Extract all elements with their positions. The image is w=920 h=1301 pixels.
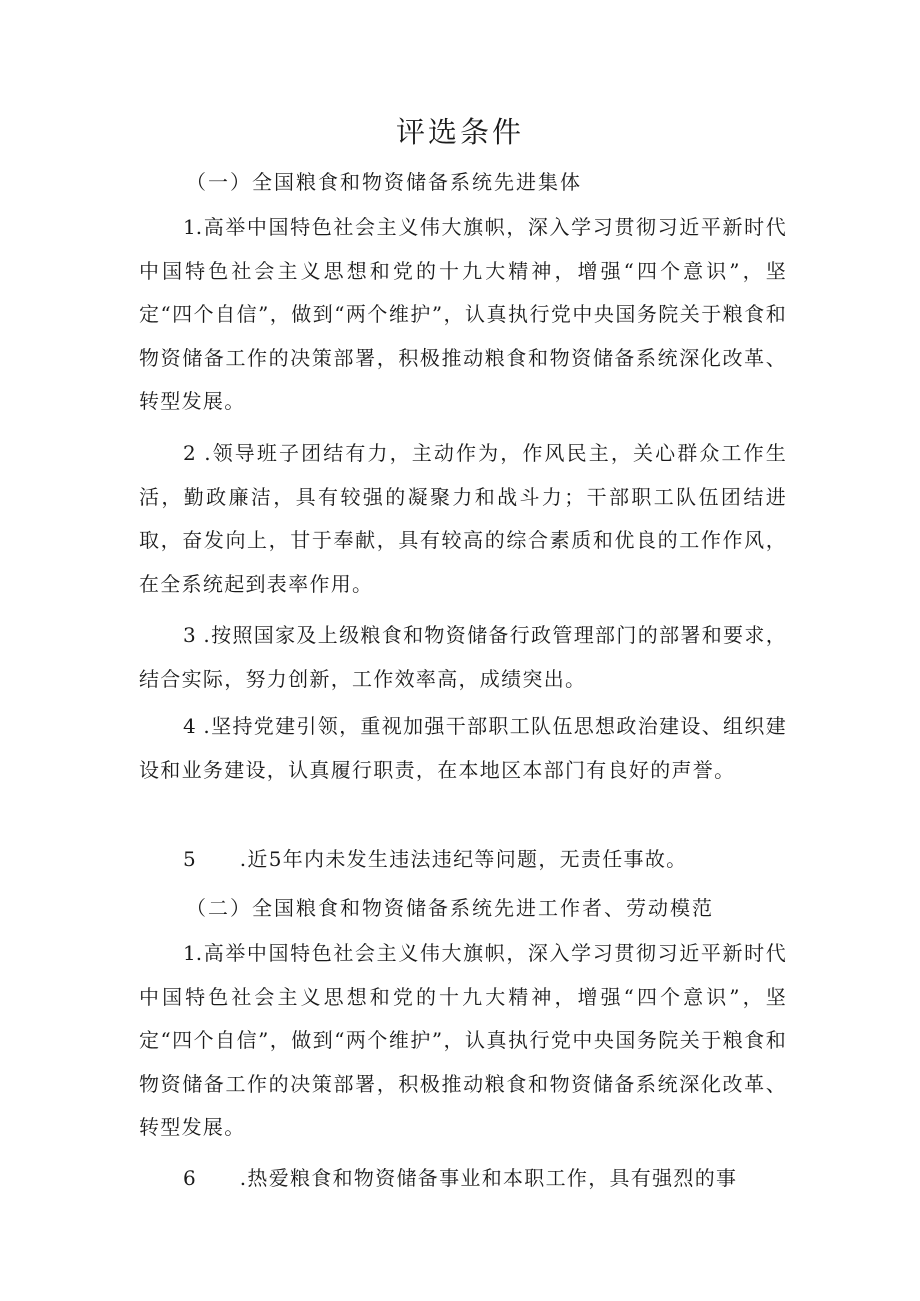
paragraph-number: 2: [183, 441, 196, 465]
paragraph-number: 1: [183, 941, 196, 965]
paragraph-number: 5: [183, 847, 196, 871]
paragraph-text: .坚持党建引领，重视加强干部职工队伍思想政治建设、组织建设和业务建设，认真履行职责，在本地区本部门有良好的声誉。: [139, 714, 787, 782]
paragraph-1-3: [139, 614, 787, 701]
paragraph-number: 6: [183, 1166, 196, 1190]
paragraph-text: .领导班子团结有力，主动作为，作风民主，关心群众工作生活，勤政廉洁，具有较强的凝聚力和战斗力；干部职工队伍团结进取，奋发向上，甘于奉献，具有较高的综合素质和优良的工作作风，在全系统起到表率作用。: [139, 441, 787, 596]
paragraph-1-4: [139, 705, 787, 792]
paragraph-number: 1: [183, 215, 196, 239]
paragraph-number: 4: [183, 714, 196, 738]
paragraph-1-5: [139, 838, 787, 882]
paragraph-text: .近5年内未发生违法违纪等问题，无责任事故。: [239, 847, 688, 871]
paragraph-1-2: [139, 432, 787, 606]
paragraph-2-2: [139, 1157, 787, 1201]
paragraph-text: .高举中国特色社会主义伟大旗帜，深入学习贯彻习近平新时代中国特色社会主义思想和党的十九大精神，增强“四个意识”，坚定“四个自信”，做到“两个维护”，认真执行党中央国务院关于粮食和物资储备工作的决策部署，积极推动粮食和物资储备系统深化改革、转型发展。: [139, 215, 787, 414]
paragraph-text: .高举中国特色社会主义伟大旗帜，深入学习贯彻习近平新时代中国特色社会主义思想和党的十九大精神，增强“四个意识”，坚定“四个自信”，做到“两个维护”，认真执行党中央国务院关于粮食和物资储备工作的决策部署，积极推动粮食和物资储备系统深化改革、转型发展。: [139, 941, 787, 1140]
section-heading-2: （二）全国粮食和物资储备系统先进工作者、劳动模范: [186, 896, 714, 920]
paragraph-1-1: [139, 206, 787, 424]
document-title: 评选条件: [395, 115, 524, 149]
paragraph-number: 3: [183, 623, 196, 647]
paragraph-text: .按照国家及上级粮食和物资储备行政管理部门的部署和要求，结合实际，努力创新，工作效率高，成绩突出。: [139, 623, 787, 691]
paragraph-text: .热爱粮食和物资储备事业和本职工作，具有强烈的事: [239, 1166, 738, 1190]
section-heading-1: （一）全国粮食和物资储备系统先进集体: [186, 170, 582, 194]
paragraph-2-1: [139, 932, 787, 1150]
